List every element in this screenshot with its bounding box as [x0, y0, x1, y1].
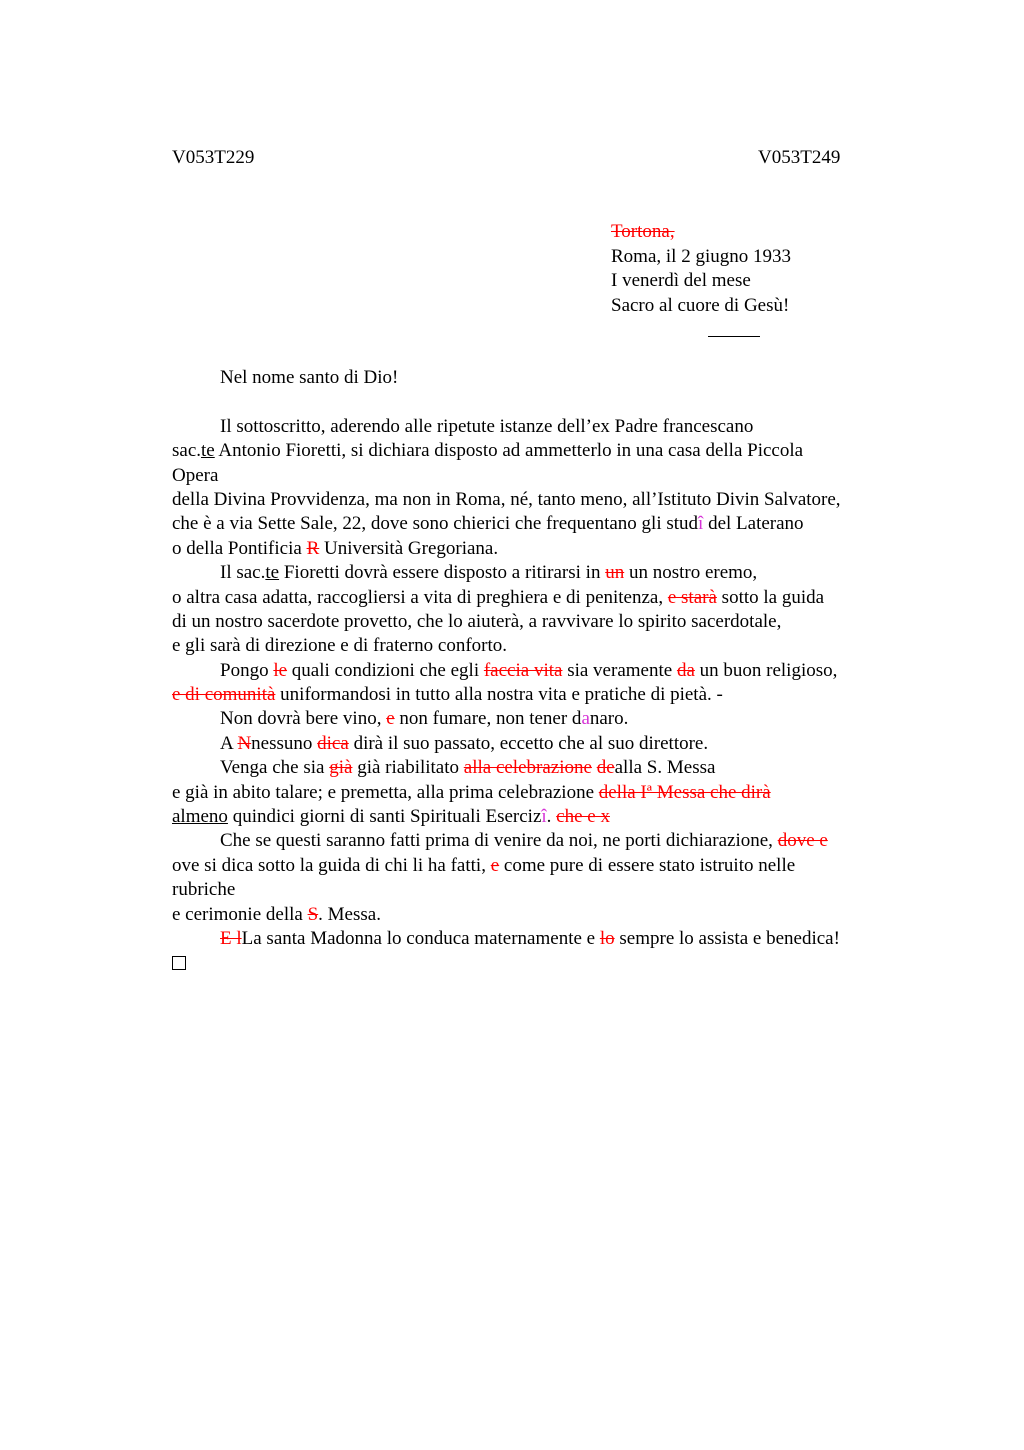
text-line: rubriche	[172, 879, 236, 901]
text-line: che è a via Sette Sale, 22, dove sono chierici che frequentano gli studî del Laterano	[172, 513, 804, 535]
text-line: o della Pontificia R Università Gregoriana.	[172, 537, 499, 559]
checkbox-icon	[172, 956, 186, 970]
date-line: Roma, il 2 giugno 1933	[611, 245, 791, 267]
divider	[708, 336, 760, 337]
text-line: Il sac.te Fioretti dovrà essere disposto a ritirarsi in un un nostro eremo,	[220, 562, 758, 584]
text-line: e cerimonie della S. Messa.	[172, 903, 381, 925]
text-line: e di comunità uniformandosi in tutto alla nostra vita e pratiche di pietà. -	[172, 684, 723, 706]
date-line: Sacro al cuore di Gesù!	[611, 294, 790, 316]
text-line	[172, 951, 912, 975]
text-line: Il sottoscritto, aderendo alle ripetute istanze dell’ex Padre francescano	[220, 415, 754, 437]
text-line: Pongo le quali condizioni che egli faccia vita sia veramente da un buon religioso,	[220, 659, 838, 681]
text-line: E lLa santa Madonna lo conduca maternamente e lo sempre lo assista e benedica!	[220, 927, 840, 949]
text-line: almeno quindici giorni di santi Spirituali Esercizî. che e x	[172, 806, 610, 828]
text-line: ove si dica sotto la guida di chi li ha fatti, e come pure di essere stato istruito nelle	[172, 854, 796, 876]
text-line: Non dovrà bere vino, e non fumare, non tener danaro.	[220, 708, 629, 730]
text-line: A Nnessuno dica dirà il suo passato, eccetto che al suo direttore.	[220, 732, 709, 754]
document-code-right: V053T249	[758, 147, 841, 168]
letter-body	[172, 366, 912, 976]
date-block	[611, 220, 791, 318]
text-line: della Divina Provvidenza, ma non in Roma, né, tanto meno, all’Istituto Divin Salvatore,	[172, 488, 841, 510]
spacer	[172, 390, 912, 414]
text-line: Opera	[172, 464, 219, 486]
text-line: Venga che sia già già riabilitato alla celebrazione dealla S. Messa	[220, 757, 716, 779]
text-line: o altra casa adatta, raccogliersi a vita di preghiera e di penitenza, e starà sotto la guida	[172, 586, 825, 608]
text-line: di un nostro sacerdote provetto, che lo aiuterà, a ravvivare lo spirito sacerdotale,	[172, 610, 782, 632]
deleted-place: Tortona,	[611, 221, 675, 242]
text-line: Che se questi saranno fatti prima di venire da noi, ne porti dichiarazione, dove e	[220, 830, 828, 852]
date-line: I venerdì del mese	[611, 270, 751, 291]
text-line: e già in abito talare; e premetta, alla prima celebrazione della Iª Messa che dirà	[172, 781, 771, 803]
greeting: Nel nome santo di Dio!	[220, 367, 399, 388]
document-code-left: V053T229	[172, 147, 255, 168]
text-line: sac.te Antonio Fioretti, si dichiara disposto ad ammetterlo in una casa della Piccola	[172, 440, 804, 462]
text-line: e gli sarà di direzione e di fraterno conforto.	[172, 635, 507, 657]
